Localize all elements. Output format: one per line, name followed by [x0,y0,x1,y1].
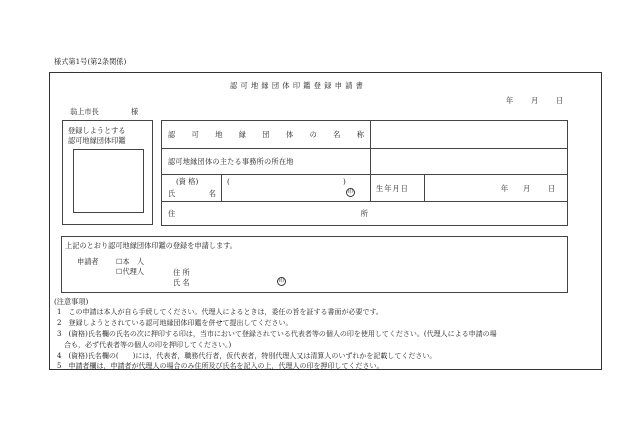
seal-impression-area[interactable] [73,149,144,213]
representative-name-input[interactable] [225,188,343,199]
applicant-address-label: 住 所 [173,268,190,277]
applicant-label: 申請者 [77,257,99,266]
office-address-value[interactable] [372,150,566,172]
birthdate-input[interactable] [428,176,498,198]
addressee-name: 翁上市長 [70,107,99,116]
address-input[interactable] [223,203,363,224]
applicant-address-input[interactable] [205,266,275,276]
applicant-name-input[interactable] [205,277,275,287]
name-seal-mark: 印 [347,189,354,195]
group-name-value[interactable] [372,122,566,146]
qualification-paren-close: ) [343,177,346,186]
date-month: 月 [531,96,539,105]
note-item-4: 4 (資格)氏名欄の( )には，代表者，職務代行者，仮代表者，特別代理人又は清算人のいずれかを記載してください。 [57,352,437,360]
applicant-seal-mark: 印 [278,278,285,284]
group-name-label: 認 可 地 縁 団 体 の 名 称 [168,130,364,139]
date-year: 年 [506,96,514,105]
note-item-1: 1 この申請は本人が自ら手続してください。代理人によるときは，委任の旨を証する書面が必要です。 [57,308,383,316]
birth-day: 日 [548,184,556,193]
seal-box-label-line1: 登録しようとする [68,126,126,135]
qualification-input[interactable] [233,177,339,187]
seal-box-label-line2: 認可地縁団体印鑑 [68,136,126,145]
note-item-3-cont: 合も，必ず代表者等の個人の印を押印してください。) [57,341,232,349]
form-number: 様式第1号(第2条関係) [54,57,127,66]
date-day: 日 [556,96,564,105]
office-address-label: 認可地縁団体の主たる事務所の所在地 [168,157,294,166]
form-title: 認 可 地 縁 団 体 印 鑑 登 録 申 請 書 [230,81,364,90]
note-item-5: 5 申請者欄は，申請者が代理人の場合のみ住所及び氏名を記入の上，代理人の印を押印してください。 [57,362,384,370]
request-text: 上記のとおり認可地縁団体印鑑の登録を申請します。 [65,241,237,250]
qualification-paren-open: ( [227,177,230,186]
birth-year: 年 [501,184,509,193]
note-item-3: 3 (資格)氏名欄の氏名の次に押印する印は，当市において登録されている代表者等の個人の印を使用してください。(代理人による申請の場 [57,330,497,338]
applicant-option-self[interactable]: ☐本 人 [116,257,145,266]
note-item-2: 2 登録しようとされている認可地縁団体印鑑を併せて提出してください。 [57,319,293,327]
addressee-honorific: 様 [131,107,139,116]
birthdate-label: 生年月日 [376,184,409,193]
qualification-label: (資 格) [176,177,199,186]
applicant-name-label: 氏 名 [173,278,190,287]
applicant-option-agent[interactable]: ☐代理人 [116,267,145,276]
birth-month: 月 [523,184,531,193]
notes-heading: (注意事項) [54,297,89,306]
